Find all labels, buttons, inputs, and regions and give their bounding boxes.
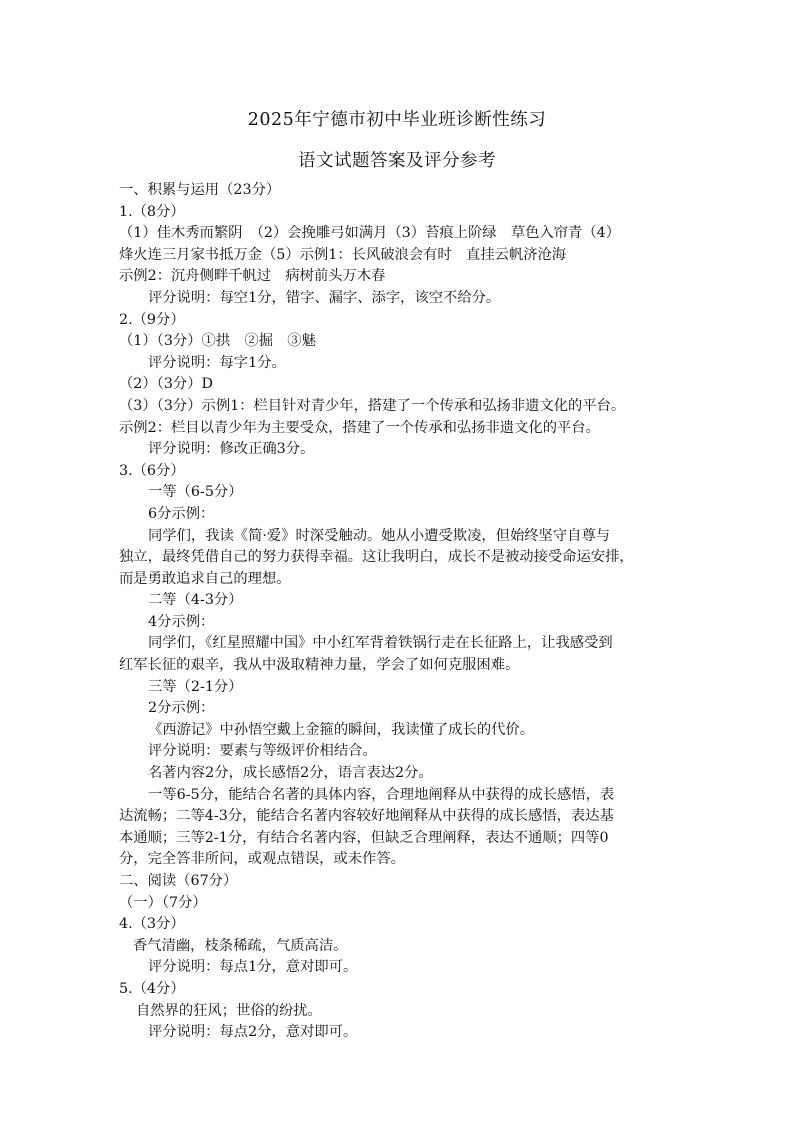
- scoring-note: 分，完全答非所问，或观点错误，或未作答。: [119, 851, 405, 868]
- sample-label: 6分示例：: [148, 505, 215, 522]
- question-5-answer: 自然界的狂风；世俗的纷扰。: [136, 1002, 322, 1019]
- question-2-heading: 2.（9分）: [119, 311, 185, 328]
- subsection-heading: （一）（7分）: [119, 894, 207, 911]
- document-subtitle: 语文试题答案及评分参考: [298, 151, 496, 171]
- grade-level: 一等（6-5分）: [148, 484, 243, 501]
- scoring-note: 本通顺；三等2-1分，有结合名著内容，但缺乏合理阐释，表达不通顺；四等0: [119, 829, 609, 846]
- question-1-heading: 1.（8分）: [119, 203, 185, 220]
- question-4-heading: 4.（3分）: [119, 916, 185, 933]
- sample-text: 同学们，《红星照耀中国》中小红军背着铁锅行走在长征路上，让我感受到: [148, 635, 613, 652]
- sample-text: 同学们，我读《简·爱》时深受触动。她从小遭受欺凌，但始终坚守自尊与: [148, 527, 611, 544]
- question-5-heading: 5.（4分）: [119, 980, 185, 997]
- scoring-note: 评分说明：每点2分，意对即可。: [148, 1024, 358, 1041]
- scoring-note: 评分说明：每字1分。: [148, 354, 286, 371]
- sample-label: 4分示例：: [148, 613, 215, 630]
- sample-text: 红军长征的艰辛，我从中汲取精神力量，学会了如何克服困难。: [119, 657, 520, 674]
- grade-level: 二等（4-3分）: [148, 592, 243, 609]
- question-1-answer: （1）佳木秀而繁阴 （2）会挽雕弓如满月（3）苔痕上阶绿 草色入帘青（4）: [119, 225, 621, 242]
- question-2-answer: （3）（3分）示例1：栏目针对青少年，搭建了一个传承和弘扬非遗文化的平台。: [119, 397, 626, 414]
- scoring-note: 评分说明：每点1分，意对即可。: [148, 959, 358, 976]
- document-title: 2025年宁德市初中毕业班诊断性练习: [247, 110, 547, 130]
- question-3-heading: 3.（6分）: [119, 462, 185, 479]
- scoring-note: 一等6-5分，能结合名著的具体内容，合理地阐释从中获得的成长感悟，表: [148, 786, 615, 803]
- sample-text: 《西游记》中孙悟空戴上金箍的瞬间，我读懂了成长的代价。: [148, 721, 535, 738]
- sample-label: 2分示例：: [148, 700, 215, 717]
- scoring-note: 评分说明：要素与等级评价相结合。: [148, 743, 377, 760]
- grade-level: 三等（2-1分）: [148, 678, 243, 695]
- scoring-note: 名著内容2分，成长感悟2分，语言表达2分。: [148, 765, 433, 782]
- scoring-note: 评分说明：每空1分，错字、漏字、添字，该空不给分。: [148, 289, 501, 306]
- question-2-answer: （1）（3分）①拱 ②掘 ③魅: [119, 333, 316, 350]
- sample-text: 独立，最终凭借自己的努力获得幸福。这让我明白，成长不是被动接受命运安排，: [119, 549, 634, 566]
- section-heading-1: 一、积累与运用（23分）: [119, 182, 281, 198]
- sample-text: 而是勇敢追求自己的理想。: [119, 570, 291, 587]
- answer-key-body: [119, 180, 689, 1044]
- question-2-answer: （2）（3分）D: [119, 376, 213, 393]
- question-2-answer: 示例2：栏目以青少年为主要受众，搭建了一个传承和弘扬非遗文化的平台。: [119, 419, 600, 436]
- question-4-answer: 香气清幽，枝条稀疏，气质高洁。: [133, 937, 348, 954]
- section-heading-2: 二、阅读（67分）: [119, 873, 238, 889]
- scoring-note: 评分说明：修改正确3分。: [148, 441, 315, 458]
- question-1-answer: 烽火连三月家书抵万金（5）示例1：长风破浪会有时 直挂云帆济沧海: [119, 246, 567, 263]
- question-1-answer: 示例2：沉舟侧畔千帆过 病树前头万木春: [119, 268, 386, 285]
- scoring-note: 达流畅；二等4-3分，能结合名著内容较好地阐释从中获得的成长感悟，表达基: [119, 808, 614, 825]
